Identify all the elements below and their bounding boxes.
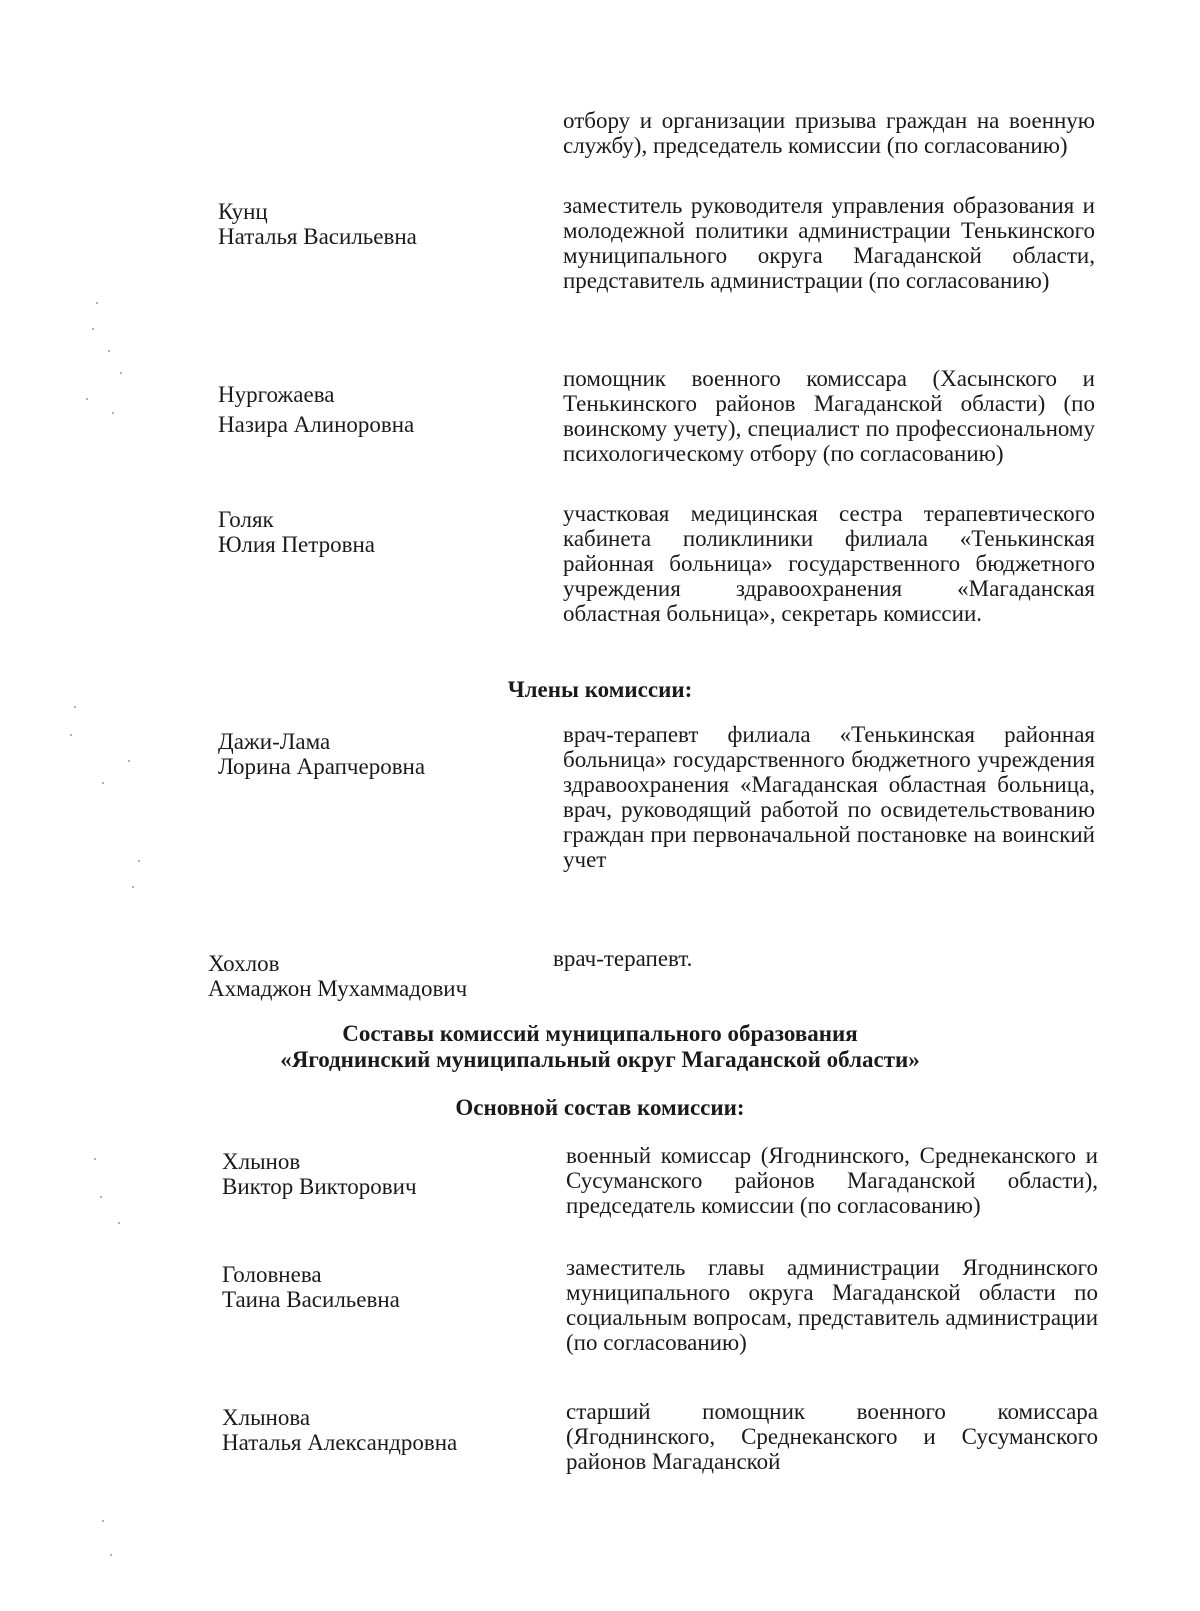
scan-speck: [96, 302, 98, 304]
entry-description: врач-терапевт.: [553, 946, 693, 971]
given-names: Юлия Петровна: [218, 532, 375, 557]
scan-speck: [70, 734, 72, 736]
entry-name: [222, 1405, 457, 1455]
given-names: Назира Алиноровна: [218, 412, 415, 437]
entry-name: [222, 1149, 417, 1199]
surname: Хохлов: [208, 951, 280, 976]
surname: Голяк: [218, 507, 274, 532]
main-composition-heading: Основной состав комиссии:: [455, 1095, 745, 1120]
entry-name: [218, 380, 414, 440]
scan-speck: [120, 372, 122, 374]
given-names: Наталья Александровна: [222, 1430, 458, 1455]
entry-description: отбору и организации призыва граждан на военную службу), председатель комиссии (по согласованию): [563, 108, 1095, 158]
entry-description: заместитель главы администрации Ягоднинского муниципального округа Магаданской области по социальным вопросам, представитель администрации (по согласованию): [566, 1255, 1098, 1355]
scan-speck: [138, 860, 140, 862]
given-names: Наталья Васильевна: [218, 224, 417, 249]
entry-description: врач-терапевт филиала «Тенькинская районная больница» государственного бюджетного учреждения здравоохранения «Магаданская областная больница, врач, руководящий работой по освидетельствованию граждан при первоначальной постановке на воинский учет: [563, 722, 1095, 872]
entry-name: [218, 507, 375, 557]
scan-speck: [112, 412, 114, 414]
scan-speck: [132, 886, 134, 888]
given-names: Лорина Арапчеровна: [218, 754, 426, 779]
surname: Головнева: [222, 1262, 322, 1287]
scan-speck: [94, 1158, 96, 1160]
given-names: Виктор Викторович: [222, 1174, 417, 1199]
scan-speck: [108, 350, 110, 352]
entry-name: [218, 199, 417, 249]
scan-speck: [100, 1196, 102, 1198]
entry-description: старший помощник военного комиссара (Ягоднинского, Среднеканского и Сусуманского районов Магаданской: [566, 1399, 1098, 1474]
entry-description: помощник военного комиссара (Хасынского и Тенькинского районов Магаданской области) (по воинскому учету), специалист по профессиональному психологическому отбору (по согласованию): [563, 366, 1095, 466]
scan-speck: [86, 398, 88, 400]
entry-description: участковая медицинская сестра терапевтического кабинета поликлиники филиала «Тенькинская районная больница» государственного бюджетного учреждения здравоохранения «Магаданская областная больница», секретарь комиссии.: [563, 501, 1095, 626]
scan-speck: [118, 1222, 120, 1224]
surname: Нургожаева: [218, 382, 335, 407]
entry-name: [208, 951, 467, 1001]
surname: Хлынова: [222, 1405, 311, 1430]
entry-description: военный комиссар (Ягоднинского, Среднеканского и Сусуманского районов Магаданской области), председатель комиссии (по согласованию): [566, 1143, 1098, 1218]
scan-speck: [128, 760, 130, 762]
surname: Дажи-Лама: [218, 729, 331, 754]
entry-name: [218, 729, 425, 779]
section-title-line-1: Составы комиссий муниципального образования: [342, 1021, 858, 1046]
members-heading: Члены комиссии:: [507, 677, 693, 702]
scan-speck: [74, 706, 76, 708]
surname: Кунц: [218, 199, 268, 224]
surname: Хлынов: [222, 1149, 301, 1174]
scan-speck: [102, 1520, 104, 1522]
scan-speck: [92, 328, 94, 330]
entry-description: заместитель руководителя управления образования и молодежной политики администрации Тенькинского муниципального округа Магаданской области, представитель администрации (по согласованию): [563, 193, 1095, 293]
given-names: Таина Васильевна: [222, 1287, 400, 1312]
section-title-line-2: «Ягоднинский муниципальный округ Магаданской области»: [280, 1047, 920, 1072]
scan-speck: [102, 782, 104, 784]
scan-speck: [110, 1554, 112, 1556]
given-names: Ахмаджон Мухаммадович: [208, 976, 468, 1001]
entry-name: [222, 1262, 400, 1312]
